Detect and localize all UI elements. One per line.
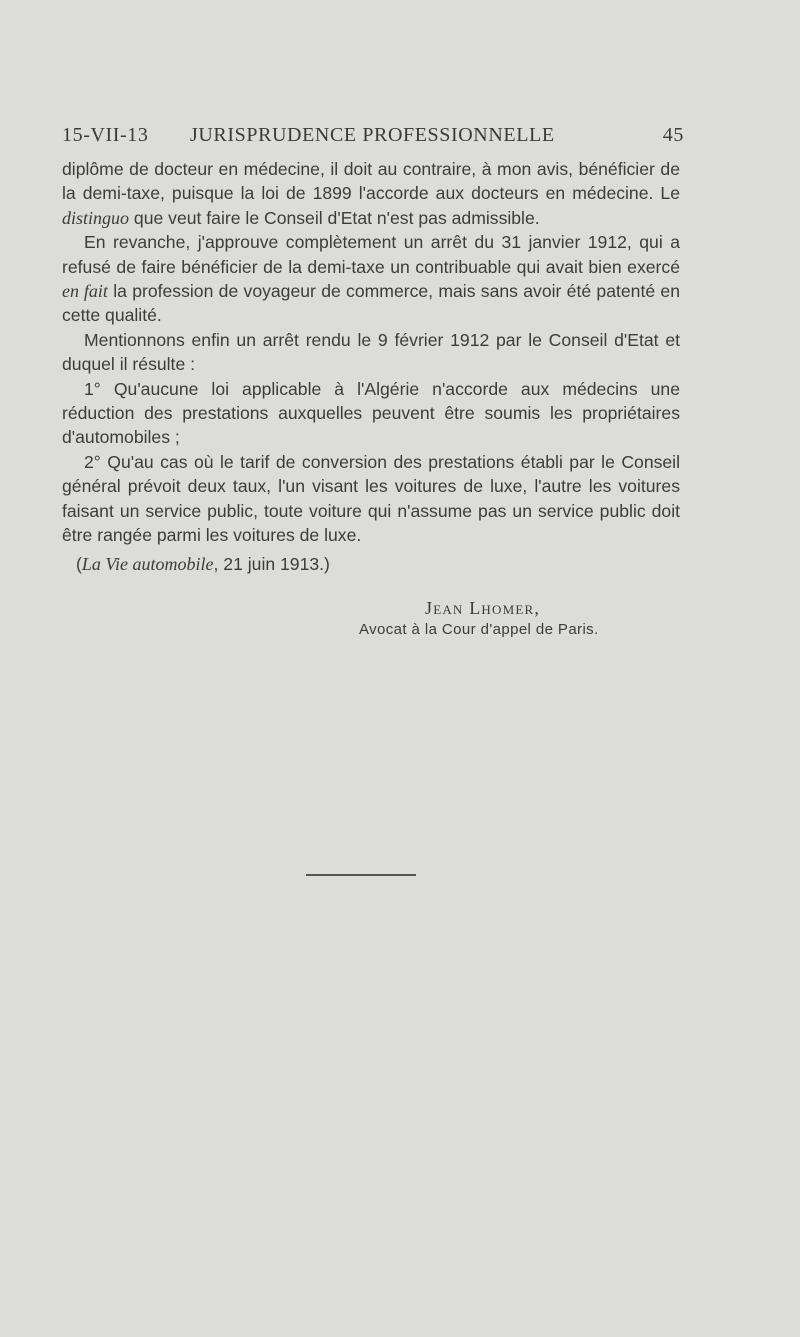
paragraph-1-emphasis: distinguo [62, 207, 130, 228]
header-title: JURISPRUDENCE PROFESSIONNELLE [190, 124, 555, 146]
citation-open: ( [76, 553, 82, 574]
paragraph-1-text: diplôme de docteur en médecine, il doit au contraire, à mon avis, bénéficier de la demi-taxe, puisque la loi de 1899 l'accorde aux docteurs en médecine. Le [62, 159, 680, 204]
paragraph-1-end: que veut faire le Conseil d'Etat n'est pas admissible. [133, 207, 540, 228]
paragraph-2-text: En revanche, j'approuve complètement un arrêt du 31 janvier 1912, qui a refusé de faire bénéficier de la demi-taxe un contribuable qui avait bien exercé [62, 232, 680, 277]
paragraph-5: 2° Qu'au cas où le tarif de conversion des prestations établi par le Conseil général prévoit deux taux, l'un visant les voitures de luxe, l'autre les voitures faisant un service public, toute voiture qui n'assume pas un service public doit être rangée parmi les voitures de luxe. [62, 451, 680, 546]
citation-source: La Vie automobile [81, 553, 214, 574]
paragraph-3: Mentionnons enfin un arrêt rendu le 9 février 1912 par le Conseil d'Etat et duquel il résulte : [62, 329, 680, 375]
citation-rest: , 21 juin 1913.) [213, 553, 330, 574]
section-divider [306, 874, 416, 876]
header-date: 15-VII-13 [62, 124, 149, 146]
running-header [62, 124, 682, 150]
paragraph-1 [62, 157, 680, 230]
paragraph-4: 1° Qu'aucune loi applicable à l'Algérie n'accorde aux médecins une réduction des prestations auxquelles peuvent être soumis les propriétaires d'automobiles ; [62, 378, 680, 448]
paragraph-2-emphasis: en fait [62, 281, 108, 302]
citation [62, 552, 680, 576]
signature-name: Jean Lhomer, [425, 598, 541, 618]
page-number: 45 [662, 124, 684, 146]
paragraph-2 [62, 230, 680, 328]
signature-affiliation: Avocat à la Cour d'appel de Paris. [359, 621, 599, 638]
paragraph-2-end: la profession de voyageur de commerce, mais sans avoir été patenté en cette qualité. [62, 281, 680, 326]
body-text [62, 157, 680, 576]
